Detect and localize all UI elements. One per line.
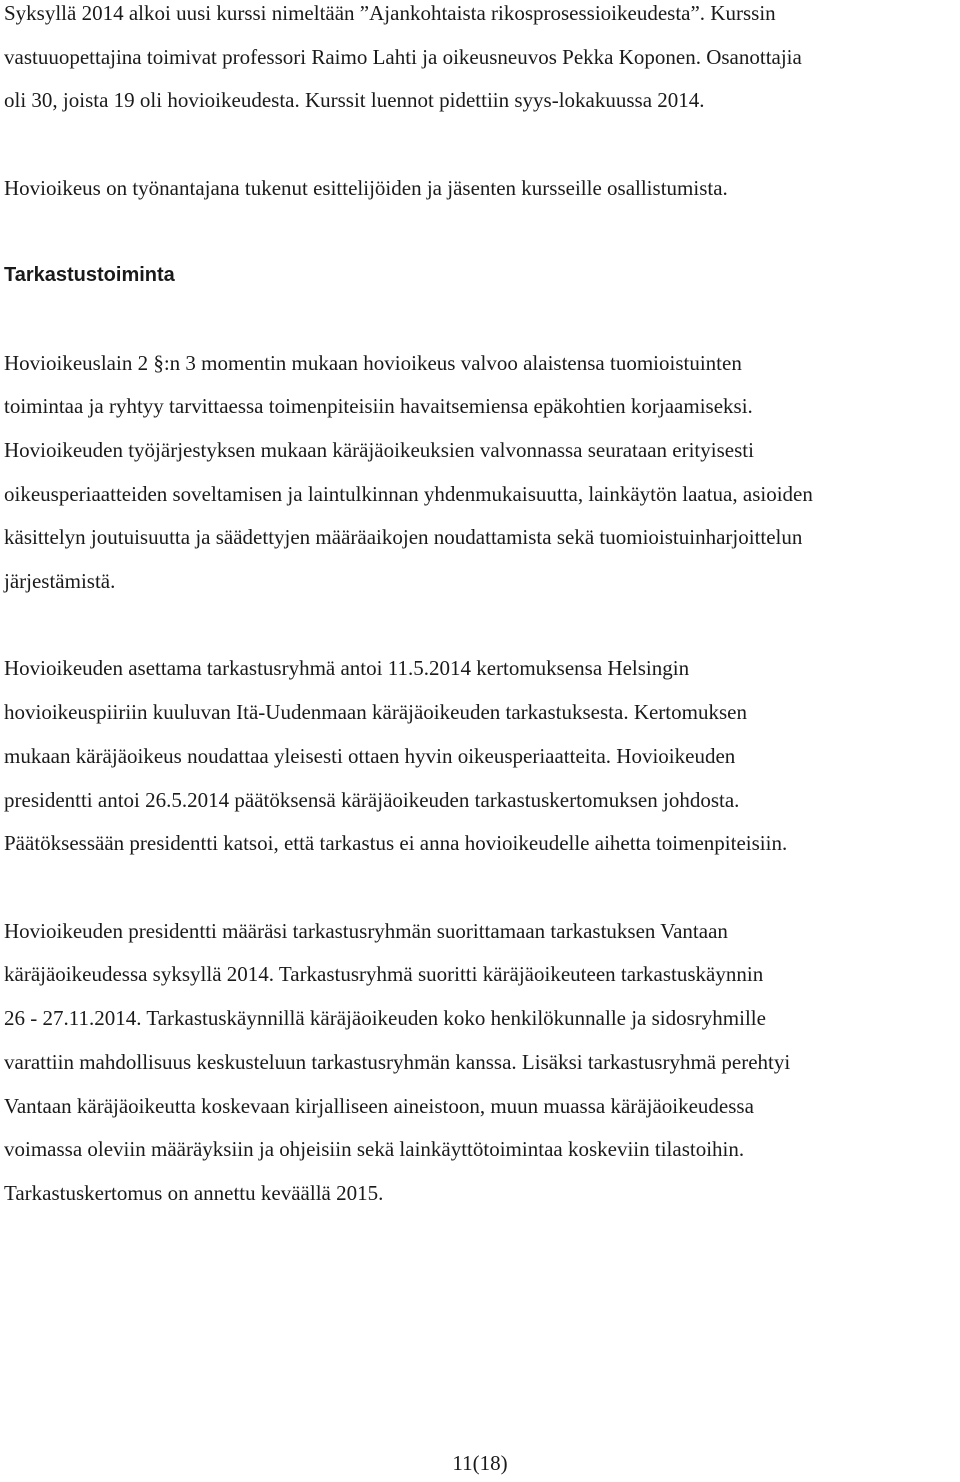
text-line: 26 - 27.11.2014. Tarkastuskäynnillä käräjäoikeuden koko henkilökunnalle ja sidosryhmille [4,1006,766,1031]
text-line: hovioikeuspiiriin kuuluvan Itä-Uudenmaan käräjäoikeuden tarkastuksesta. Kertomuksen [4,700,747,725]
text-line: Hovioikeuden asettama tarkastusryhmä antoi 11.5.2014 kertomuksensa Helsingin [4,656,690,681]
text-line: oikeusperiaatteiden soveltamisen ja laintulkinnan yhdenmukaisuutta, lainkäytön laatua, asioiden [4,481,813,506]
paragraph-vantaa-inspection [4,910,956,1216]
paragraph-gap [4,123,956,167]
text-line: voimassa oleviin määräyksiin ja ohjeisiin sekä lainkäyttötoimintaa koskeviin tilastoihin. [4,1137,745,1162]
text-line: Hovioikeus on työnantajana tukenut esittelijöiden ja jäsenten kursseille osallistumista. [4,175,728,200]
text-line: Hovioikeuslain 2 §:n 3 momentin mukaan hovioikeus valvoo alaistensa tuomioistuinten [4,350,742,375]
text-line: Hovioikeuden presidentti määräsi tarkastusryhmän suorittamaan tarkastuksen Vantaan [4,918,728,943]
text-line: Tarkastuskertomus on annettu keväällä 2015. [4,1180,384,1205]
paragraph-gap [4,211,956,255]
text-line: oli 30, joista 19 oli hovioikeudesta. Kurssit luennot pidettiin syys-lokakuussa 2014. [4,88,705,113]
paragraph-employer-support [4,167,956,211]
paragraph-ita-uusimaa-inspection [4,647,956,866]
document-body [4,0,956,1216]
text-line: Vantaan käräjäoikeutta koskevaan kirjalliseen aineistoon, muun muassa käräjäoikeudessa [4,1093,754,1118]
paragraph-supervision [4,342,956,604]
text-line: toimintaa ja ryhtyy tarvittaessa toimenpiteisiin havaitsemiensa epäkohtien korjaamiseksi. [4,394,753,419]
text-line: varattiin mahdollisuus keskusteluun tarkastusryhmän kanssa. Lisäksi tarkastusryhmä perehtyi [4,1049,791,1074]
text-line: järjestämistä. [4,569,116,594]
text-line: presidentti antoi 26.5.2014 päätöksensä käräjäoikeuden tarkastuskertomuksen johdosta. [4,787,740,812]
page-number: 11(18) [452,1451,508,1475]
text-line: vastuuopettajina toimivat professori Raimo Lahti ja oikeusneuvos Pekka Koponen. Osanottajia [4,44,802,69]
paragraph-course-info [4,0,956,123]
section-heading: Tarkastustoiminta [4,264,175,287]
text-line: Päätöksessään presidentti katsoi, että tarkastus ei anna hovioikeudelle aihetta toimenpiteisiin. [4,831,788,856]
text-line: käsittelyn joutuisuutta ja säädettyjen määräaikojen noudattamista sekä tuomioistuinharjoittelun [4,525,803,550]
paragraph-gap [4,298,956,342]
paragraph-gap [4,604,956,648]
text-line: Syksyllä 2014 alkoi uusi kurssi nimeltään ”Ajankohtaista rikosprosessioikeudesta”. Kurssin [4,1,776,25]
text-line: käräjäoikeudessa syksyllä 2014. Tarkastusryhmä suoritti käräjäoikeuteen tarkastuskäynnin [4,962,764,987]
paragraph-gap [4,866,956,910]
text-line: Hovioikeuden työjärjestyksen mukaan käräjäoikeuksien valvonnassa seurataan erityisesti [4,437,754,462]
text-line: mukaan käräjäoikeus noudattaa yleisesti ottaen hyvin oikeusperiaatteita. Hovioikeuden [4,743,736,768]
